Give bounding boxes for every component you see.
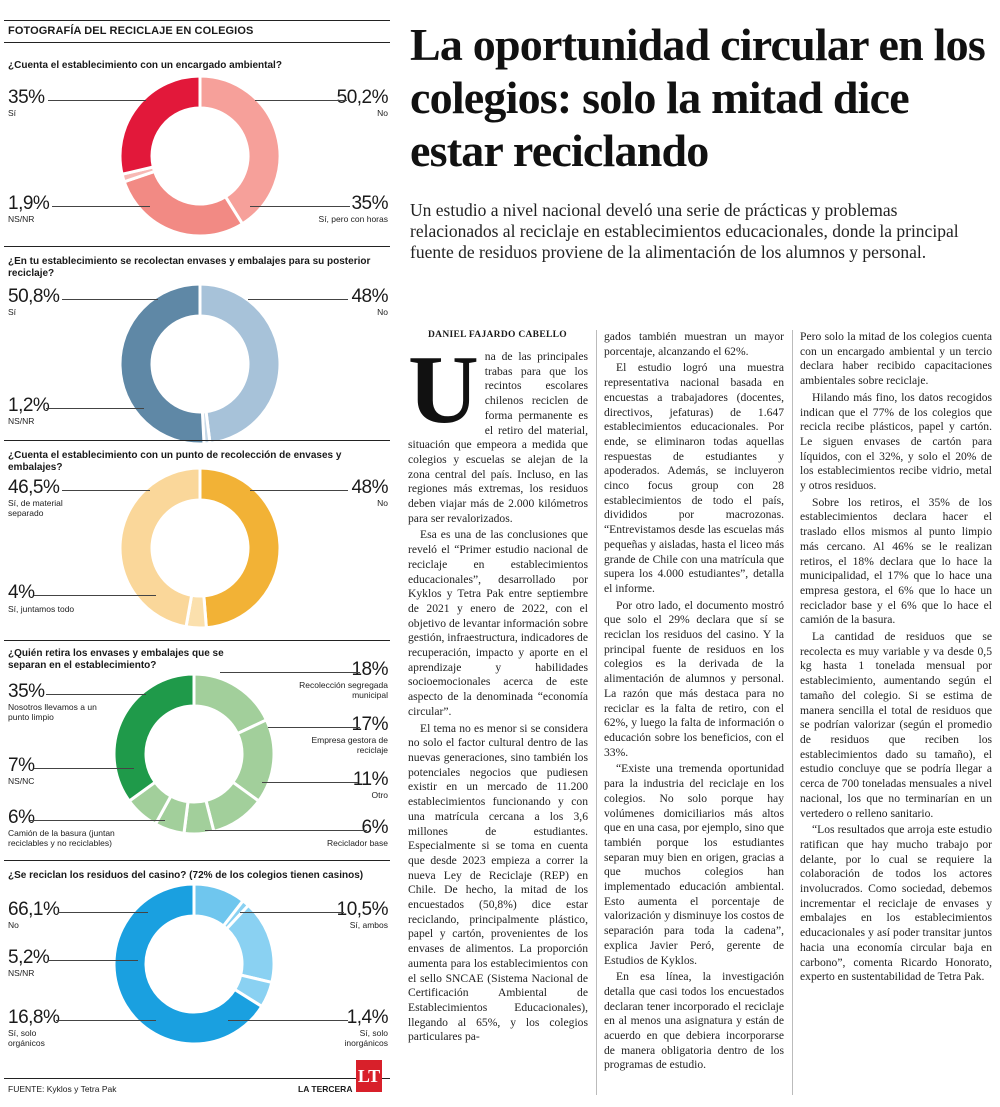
title-rule xyxy=(4,42,390,43)
column-rule xyxy=(596,330,597,1095)
chart-4-lbl-camion: Camión de la basura (juntan reciclables y no reciclables) xyxy=(8,828,115,848)
chart-2-donut xyxy=(118,282,282,446)
leader-line xyxy=(262,782,358,783)
leader-line xyxy=(240,912,344,913)
article-column-3 xyxy=(800,330,992,1098)
section-rule xyxy=(4,440,390,441)
paragraph: El estudio logró una muestra representativa nacional basada en encuestas a trabajadores (docentes, directivos, jefaturas) de 1.647 establecimientos educacionales. Por ende, se eliminaron todas aquellas respuestas de estudiantes y apoderados. Además, se incluyeron cinco focus group con 28 establecimientos de todo el país, divididos por macrozonas. “Entrevistamos desde las escuelas más pequeñas y aisladas, hasta el liceo más grande de Chile con una matrícula que supera los 4.000 estudiantes”, detalla el informe. xyxy=(604,361,784,595)
leader-line xyxy=(250,490,348,491)
chart-1-donut xyxy=(118,74,282,238)
article-headline: La oportunidad circular en los colegios: solo la mitad dice estar reciclando xyxy=(410,19,985,176)
chart-5-pct-organicos: 16,8% xyxy=(8,1007,60,1028)
paragraph: Sobre los retiros, el 35% de los establecimientos declara hacer el traslado ellos mismos al punto limpio más cercano. Al 46% se le realizan retiros, el 18% declara que lo hace la municipalidad, el 17% que lo hace una empresa gestora, el 6% que lo hace un reciclador base y el 6% que lo hace el camión de la basura. xyxy=(800,495,992,627)
donut-slice xyxy=(124,171,242,236)
drop-cap: U xyxy=(408,350,479,444)
chart-4-pct-nosotros: 35% xyxy=(8,681,45,702)
chart-1-pct-nsnr: 1,9% xyxy=(8,193,50,214)
chart-4-donut xyxy=(112,672,276,836)
paragraph: na de las principales trabas para que los recintos escolares chilenos reciclen de forma permanente es el retiro del material, situación que empeora a medida que colegios y escuelas se alejan de la zona central del país. Incluso, en las regiones más extremas, los residuos deben viajar más de 2.000 kilómetros para ser revalorizados. xyxy=(408,350,588,525)
leader-line xyxy=(46,408,144,409)
donut-slice xyxy=(120,468,200,627)
chart-5-pct-ambos: 10,5% xyxy=(336,899,388,920)
chart-5-donut xyxy=(112,882,276,1046)
chart-3-question: ¿Cuenta el establecimiento con un punto de recolección de envases y embalajes? xyxy=(8,450,342,473)
paragraph: Esa es una de las conclusiones que reveló el “Primer estudio nacional de reciclaje en establecimientos educacionales”, desarrollado por Kyklos y Tetra Pak entre septiembre de 2021 y enero de 2022, con el objetivo de levantar información sobre gestión, infraestructura, indicadores de recuperación, impacto y aporte en el aprendizaje y habilidades socioemocionales acerca de este aspecto de la denominada “economía circular”. xyxy=(408,528,588,718)
donut-slice xyxy=(200,468,280,628)
chart-5-lbl-no: No xyxy=(8,920,19,930)
leader-line xyxy=(58,912,148,913)
chart-4-pct-otro: 11% xyxy=(352,769,388,790)
top-rule xyxy=(4,20,390,21)
chart-1-question: ¿Cuenta el establecimiento con un encargado ambiental? xyxy=(8,60,282,71)
leader-line xyxy=(268,727,360,728)
chart-3-pct-sitodo: 4% xyxy=(8,582,35,603)
chart-5-pct-inorganicos: 1,4% xyxy=(346,1007,388,1028)
donut-slice xyxy=(200,284,280,443)
leader-line xyxy=(48,100,146,101)
donut-slice xyxy=(120,76,200,174)
infographic-title: FOTOGRAFÍA DEL RECICLAJE EN COLEGIOS xyxy=(8,25,254,37)
leader-line xyxy=(34,768,134,769)
chart-2-pct-no: 48% xyxy=(351,286,388,307)
article-subhead: Un estudio a nivel nacional develó una serie de prácticas y problemas relacionados al reciclaje en establecimientos educacionales, donde la principal fuente de residuos proviene de la alimentación de los alumnos y personal. xyxy=(410,200,959,262)
footer-rule xyxy=(4,1078,390,1079)
la-tercera-logo-icon: LT xyxy=(356,1060,382,1092)
chart-3-pct-si: 46,5% xyxy=(8,477,60,498)
paragraph: Por otro lado, el documento mostró que solo el 29% declara que sí se reciclan los residuos del casino. Y la principal fuente de residuos en los colegios es la derivada de la alimentación de alumnos y personal. La razón que más destaca para no reciclar es la falta de retiro, con el 62%, y luego la falta de información o educación sobre los beneficios, con el 33%. xyxy=(604,598,784,759)
leader-line xyxy=(62,299,158,300)
article-column-2 xyxy=(604,330,784,1098)
chart-2-lbl-nsnr: NS/NR xyxy=(8,416,35,426)
chart-4-pct-nsnc: 7% xyxy=(8,755,35,776)
article-column-1 xyxy=(408,350,588,1098)
chart-2-pct-si: 50,8% xyxy=(8,286,60,307)
section-rule xyxy=(4,246,390,247)
chart-1-pct-no: 50,2% xyxy=(336,87,388,108)
column-rule xyxy=(792,330,793,1095)
chart-5-question: ¿Se reciclan los residuos del casino? (72% de los colegios tienen casinos) xyxy=(8,870,364,881)
chart-4-lbl-nosotros: Nosotros llevamos a un punto limpio xyxy=(8,702,97,722)
chart-1-pct-si: 35% xyxy=(8,87,45,108)
chart-5-lbl-ambos: Sí, ambos xyxy=(349,920,388,930)
chart-4-pct-gestora: 17% xyxy=(351,714,388,735)
article xyxy=(398,0,1000,1107)
chart-3-lbl-sitodo: Sí, juntamos todo xyxy=(8,604,75,614)
chart-4-lbl-nsnc: NS/NC xyxy=(8,776,35,786)
leader-line xyxy=(248,299,348,300)
chart-1-lbl-sihoras: Sí, pero con horas xyxy=(318,214,388,224)
paragraph: Hilando más fino, los datos recogidos indican que el 77% de los colegios que recicla recibe plásticos, papel y cartón. Le siguen envases de cartón para líquidos, con el 32%, y solo el 20% de los establecimientos recibe vidrio, metal y otros residuos. xyxy=(800,390,992,493)
leader-line xyxy=(62,490,150,491)
paragraph: gados también muestran un mayor porcentaje, alcanzando el 62%. xyxy=(604,330,784,358)
chart-2-lbl-si: Sí xyxy=(8,307,17,317)
chart-4-pct-reciclador: 6% xyxy=(361,817,388,838)
leader-line xyxy=(34,595,156,596)
chart-2-question: ¿En tu establecimiento se recolectan envases y embalajes para su posterior reciclaje? xyxy=(8,256,371,279)
paragraph: El tema no es menor si se considera no solo el factor cultural dentro de las nuevas generaciones, sino también los potenciales negocios que pudiesen existir en un mercado de 11.200 establecimientos funcionando y con una matrícula cercana a los 3,6 millones de estudiantes. Especialmente si se toma en cuenta que desde 2023 empieza a correr la nueva Ley de Reciclaje (REP) en Chile. De hecho, la mitad de los encuestados (50,8%) dice estar reciclando, principalmente plástico, papel y cartón, provenientes de los envases de alimentos. La proporción aumenta para los establecimientos con el sello SNCAE (Sistema Nacional de Certificación Ambiental de Establecimientos Educacionales), llegando al 65%, y los colegios particulares pa- xyxy=(408,721,588,1044)
leader-line xyxy=(205,830,367,831)
leader-line xyxy=(48,960,138,961)
article-byline: DANIEL FAJARDO CABELLO xyxy=(428,330,567,340)
leader-line xyxy=(30,820,165,821)
paragraph: La cantidad de residuos que se recolecta es muy variable y va desde 0,5 kg hasta 1 tonelada mensual por establecimiento, aumentando según el tamaño del colegio. Si se estima de manera sencilla el total de residuos que se podrían valorizar (según el promedio de residuos que reciben los establecimientos dado su tamaño), el estudio concluye que se podría llegar a cerca de 700 toneladas mensuales a nivel nacional, los que no terminarían en un vertedero o relleno sanitario. xyxy=(800,630,992,820)
section-rule xyxy=(4,860,390,861)
chart-5-pct-nsnr: 5,2% xyxy=(8,947,50,968)
leader-line xyxy=(56,1020,156,1021)
paragraph: “Los resultados que arroja este estudio ratifican que hay mucho trabajo por delante, por lo cual se requiere la colaboración de todos los actores involucrados. Como sociedad, debemos incrementar el reciclaje de envases y embalajes en los establecimientos educacionales y así poder transitar juntos hacia una economía circular baja en carbono”, comenta Ricardo Honorato, experto en sustentabilidad de Tetra Pak. xyxy=(800,823,992,984)
leader-line xyxy=(255,100,347,101)
chart-2-pct-nsnr: 1,2% xyxy=(8,395,50,416)
donut-slice xyxy=(120,284,204,444)
chart-4-lbl-reciclador: Reciclador base xyxy=(327,838,388,848)
chart-1-lbl-si: Sí xyxy=(8,108,17,118)
leader-line xyxy=(52,206,150,207)
brand-name: LA TERCERA xyxy=(298,1084,353,1094)
chart-4-pct-camion: 6% xyxy=(8,807,35,828)
chart-4-lbl-municipal: Recolección segregada municipal xyxy=(299,680,388,700)
chart-1-pct-sihoras: 35% xyxy=(351,193,388,214)
chart-5-lbl-inorganicos: Sí, solo inorgánicos xyxy=(344,1028,388,1048)
chart-3-pct-no: 48% xyxy=(351,477,388,498)
leader-line xyxy=(220,672,360,673)
source-credit: FUENTE: Kyklos y Tetra Pak xyxy=(8,1084,117,1094)
chart-1-lbl-no: No xyxy=(377,108,388,118)
leader-line xyxy=(250,206,350,207)
section-rule xyxy=(4,640,390,641)
leader-line xyxy=(228,1020,348,1021)
chart-5-pct-no: 66,1% xyxy=(8,899,60,920)
chart-3-lbl-no: No xyxy=(377,498,388,508)
chart-4-pct-municipal: 18% xyxy=(351,659,388,680)
paragraph: “Existe una tremenda oportunidad para la industria del reciclaje en los colegios. No solo porque hay volúmenes domiciliarios más altos que en una casa, por ejemplo, sino que también porque los estudiantes separan muy bien en origen, gracias a que muchos colegios han implementado educación ambiental. Esto aumenta el porcentaje de valorización y disminuye los costos de separación para toda la cadena”, explica Javier Peró, gerente de Estudios de Kyklos. xyxy=(604,762,784,967)
paragraph: En esa línea, la investigación detalla que casi todos los encuestados declaran tener incorporado el reciclaje en al menos una asignatura y están de acuerdo en que debiera incorporarse de manera obligatoria dentro de los programas de estudio. xyxy=(604,970,784,1072)
paragraph: Pero solo la mitad de los colegios cuenta con un encargado ambiental y un tercio declara haber recibido capacitaciones ambientales sobre reciclaje. xyxy=(800,330,992,388)
chart-2-lbl-no: No xyxy=(377,307,388,317)
chart-3-lbl-si: Sí, de material separado xyxy=(8,498,63,518)
chart-4-lbl-otro: Otro xyxy=(371,790,388,800)
infographic-panel xyxy=(0,0,392,1107)
chart-1-lbl-nsnr: NS/NR xyxy=(8,214,35,224)
chart-5-lbl-organicos: Sí, solo orgánicos xyxy=(8,1028,45,1048)
chart-4-lbl-gestora: Empresa gestora de reciclaje xyxy=(311,735,388,755)
leader-line xyxy=(46,694,146,695)
chart-4-question: ¿Quién retira los envases y embalajes que se separan en el establecimiento? xyxy=(8,648,224,671)
chart-5-lbl-nsnr: NS/NR xyxy=(8,968,35,978)
